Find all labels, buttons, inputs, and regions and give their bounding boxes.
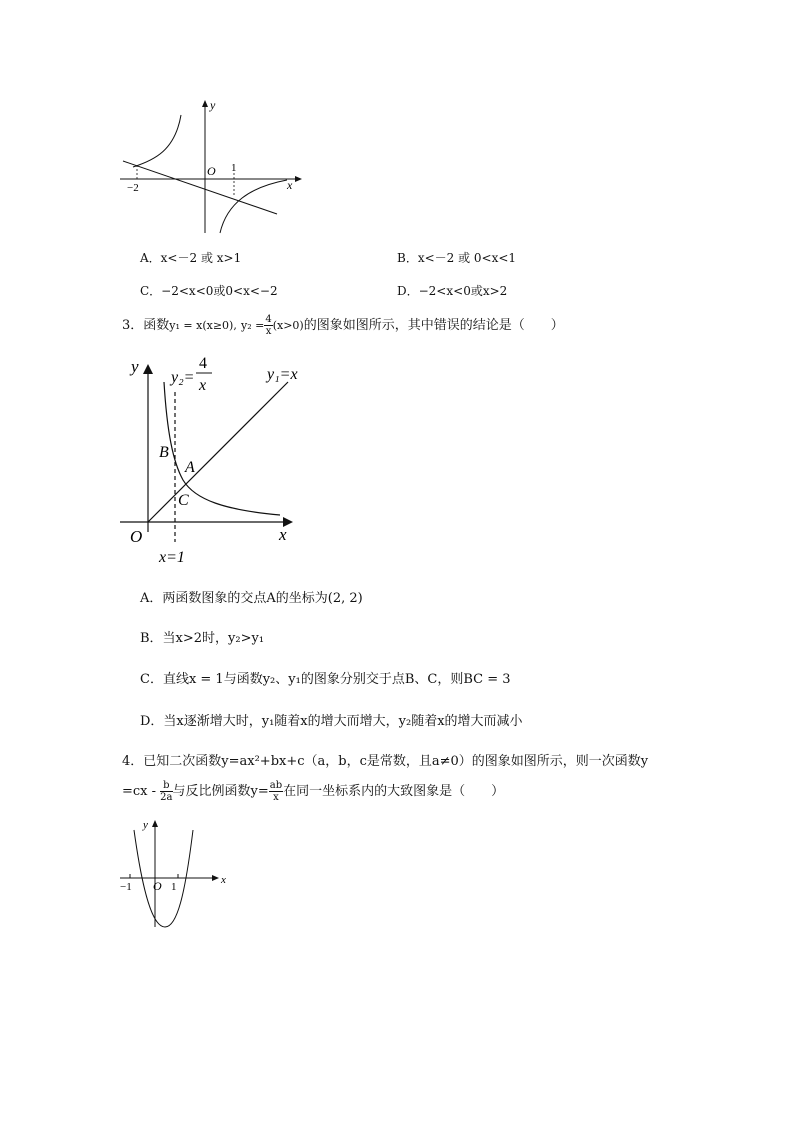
q3-y2-num: 4 — [265, 314, 272, 325]
q2-option-a[interactable]: A．x<－2 或 x>1 — [140, 251, 242, 265]
q3-text-suffix: 的图象如图所示，其中错误的结论是（ ） — [303, 318, 564, 333]
x-axis-arrow-icon — [295, 176, 302, 182]
q4-stem-line2 — [122, 780, 504, 803]
q4-stem-line1: 4．已知二次函数y=ax²+bx+c（a，b，c是常数，且a≠0）的图象如图所示，则一次函数y — [122, 754, 649, 769]
q3-option-a[interactable]: A．两函数图象的交点A的坐标为(2, 2) — [140, 591, 363, 606]
q3-y1-line — [148, 382, 288, 522]
q3-stem — [122, 314, 564, 337]
q4-y-axis-arrow-icon — [152, 820, 158, 827]
q4-tick-neg1-label: −1 — [120, 881, 132, 893]
q3-y-axis-label: y — [131, 357, 139, 376]
q3-y2-frac-den: x — [199, 377, 207, 394]
q3-x1-label: x=1 — [159, 549, 185, 566]
q3-text-prefix: 函数 — [143, 318, 170, 333]
x-axis-label: x — [287, 178, 293, 192]
q4-fraction-b-2a — [160, 780, 172, 803]
q4-origin-label: O — [153, 879, 162, 893]
y-axis-arrow-icon — [202, 100, 208, 107]
q4-fraction-ab-x — [269, 780, 283, 803]
q3-y2-domain: (x>0) — [272, 319, 304, 332]
q3-option-b[interactable]: B．当x>2时，y₂>y₁ — [140, 631, 265, 646]
y-axis-label: y — [210, 98, 216, 112]
q2-option-d[interactable]: D．−2<x<0或x>2 — [397, 284, 508, 298]
q3-x-axis-label: x — [279, 525, 287, 544]
q4-figure-graph — [115, 815, 240, 935]
q4-frac2-num: ab — [269, 780, 283, 791]
tick-neg2-label: −2 — [127, 182, 139, 194]
q4-tick-1-label: 1 — [171, 881, 177, 893]
q4-line2-prefix: =cx - — [122, 784, 157, 799]
q3-y1-def: y₁ = x(x≥0), — [169, 319, 237, 332]
q3-y-axis-arrow-icon — [143, 364, 153, 374]
q4-line2-mid: 与反比例函数y= — [172, 784, 269, 799]
q3-point-c-label: C — [178, 492, 189, 509]
q2-option-c[interactable]: C．−2<x<0或0<x<−2 — [140, 284, 278, 298]
origin-label: O — [207, 164, 216, 178]
q3-option-c[interactable]: C．直线x = 1与函数y₂、y₁的图象分别交于点B、C，则BC = 3 — [140, 672, 511, 687]
q4-x-axis-label: x — [221, 874, 226, 886]
q3-y2-frac-num: 4 — [199, 355, 207, 372]
hyperbola-right-branch — [220, 180, 287, 233]
q4-frac1-num: b — [160, 780, 172, 792]
q4-line2-suffix: 在同一坐标系内的大致图象是（ ） — [283, 784, 505, 799]
figure-1-graph — [115, 95, 315, 240]
q3-point-a-label: A — [185, 459, 195, 476]
q3-y2-prefix: y₂ = — [240, 319, 265, 332]
q3-y2-den: x — [265, 326, 272, 337]
q4-y-axis-label: y — [143, 819, 148, 831]
q4-frac2-den: x — [273, 792, 279, 803]
tick-1-label: 1 — [231, 162, 237, 174]
q3-y2-fraction — [264, 314, 272, 337]
q4-x-axis-arrow-icon — [212, 875, 219, 881]
q3-origin-label: O — [130, 527, 143, 546]
q3-y2-label: y₂= — [171, 369, 195, 386]
q3-point-b-label: B — [159, 444, 169, 461]
q3-number: 3． — [122, 318, 144, 333]
q3-figure-graph — [115, 352, 315, 572]
q3-y1-label: y₁=x — [267, 366, 298, 383]
hyperbola-left-branch — [133, 115, 181, 167]
q4-frac1-den: 2a — [160, 792, 173, 803]
q3-option-d[interactable]: D．当x逐渐增大时，y₁随着x的增大而增大，y₂随着x的增大而减小 — [140, 714, 523, 729]
linear-function-line — [123, 161, 277, 214]
q2-option-b[interactable]: B．x<－2 或 0<x<1 — [397, 251, 517, 265]
